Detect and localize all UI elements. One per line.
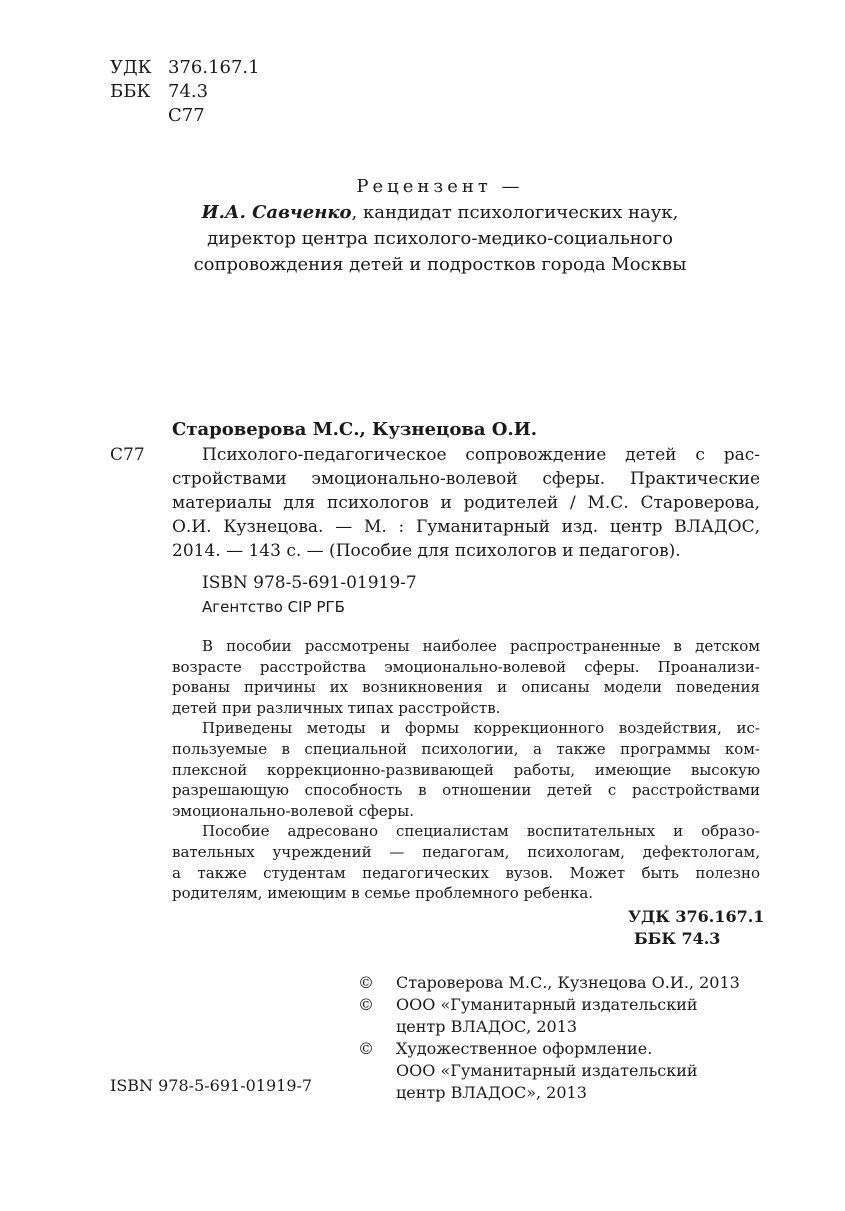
udk-value: 376.167.1 — [168, 57, 260, 78]
reviewer-line-1 — [120, 200, 760, 226]
bbk-label: ББК — [110, 81, 151, 102]
annotation-line: В пособии рассмотрены наиболее распространенные в детском — [202, 637, 760, 655]
copyright-symbol: © — [358, 995, 374, 1014]
reviewer-title: , кандидат психологических наук, — [351, 202, 679, 223]
annotation — [172, 636, 760, 904]
annotation-line: плексной коррекционно-развивающей работы, имеющие высокую — [172, 760, 760, 779]
record-line: О.И. Кузнецова. — М. : Гуманитарный изд. центр ВЛАДОС, — [172, 517, 760, 537]
record-line: 2014. — 143 с. — (Пособие для психологов и педагогов). — [172, 541, 681, 561]
reviewer-name: И.А. Савченко — [201, 202, 352, 223]
annotation-line: вательных учреждений — педагогам, психологам, дефектологам, — [172, 842, 760, 861]
classification-block — [110, 56, 260, 128]
copyright-text: центр ВЛАДОС», 2013 — [396, 1083, 587, 1102]
reviewer-line-2: директор центра психолого-медико-социального — [207, 228, 673, 249]
copyright-entry — [358, 1038, 740, 1060]
annotation-line: рованы причины их возникновения и описаны модели поведения — [172, 678, 760, 697]
udk-line — [110, 56, 260, 80]
record-line: материалы для психологов и родителей / М.С. Староверова, — [172, 493, 760, 513]
bbk-line — [110, 80, 260, 104]
record-cip: Агентство CIP РГБ — [202, 598, 345, 616]
record-cutter: С77 — [110, 445, 145, 465]
annotation-line: родителям, имеющим в семье проблемного ребенка. — [172, 884, 594, 903]
record-authors: Староверова М.С., Кузнецова О.И. — [172, 419, 538, 440]
reviewer-block — [120, 174, 760, 278]
copyright-symbol: © — [358, 973, 374, 992]
copyright-text: ООО «Гуманитарный издательский — [396, 995, 698, 1014]
record-description — [172, 443, 760, 563]
annotation-line: пользуемые в специальной психологии, а также программы ком- — [172, 739, 760, 758]
index-bbk: ББК 74.3 — [634, 929, 721, 948]
annotation-line: детей при различных типах расстройств. — [172, 698, 501, 717]
bbk-value: 74.3 — [168, 81, 209, 102]
cutter-code: С77 — [168, 105, 205, 126]
annotation-line: эмоционально-волевой сферы. — [172, 801, 414, 820]
annotation-line: Пособие адресовано специалистам воспитательных и образо- — [202, 822, 760, 841]
copyright-text: ООО «Гуманитарный издательский — [396, 1061, 698, 1080]
annotation-line: а также студентам педагогических вузов. Может быть полезно — [172, 863, 760, 882]
record-isbn: ISBN 978-5-691-01919-7 — [202, 573, 417, 593]
copyright-text: центр ВЛАДОС, 2013 — [396, 1017, 578, 1036]
annotation-line: разрешающую способность в отношении детей с расстройствами — [172, 781, 760, 800]
cutter-line — [110, 104, 260, 128]
copyright-entry — [358, 972, 740, 994]
record-line: Психолого-педагогическое сопровождение детей с рас- — [202, 445, 760, 465]
reviewer-label: Рецензент — — [356, 176, 524, 197]
index-block-right — [628, 906, 764, 950]
isbn-block — [202, 571, 417, 619]
index-udk: УДК 376.167.1 — [628, 907, 765, 926]
copyright-symbol: © — [358, 1039, 374, 1058]
copyright-block — [358, 972, 740, 1104]
annotation-line: Приведены методы и формы коррекционного воздействия, ис- — [202, 719, 760, 738]
copyright-text: Староверова М.С., Кузнецова О.И., 2013 — [396, 973, 740, 992]
record-line: стройствами эмоционально-волевой сферы. Практические — [172, 469, 760, 489]
copyright-entry — [358, 994, 740, 1016]
udk-label: УДК — [110, 57, 152, 78]
copyright-text: Художественное оформление. — [396, 1039, 653, 1058]
reviewer-line-3: сопровождения детей и подростков города Москвы — [193, 254, 687, 275]
isbn-bottom: ISBN 978-5-691-01919-7 — [110, 1076, 313, 1095]
annotation-line: возрасте расстройства эмоционально-волевой сферы. Проанализи- — [172, 657, 760, 676]
